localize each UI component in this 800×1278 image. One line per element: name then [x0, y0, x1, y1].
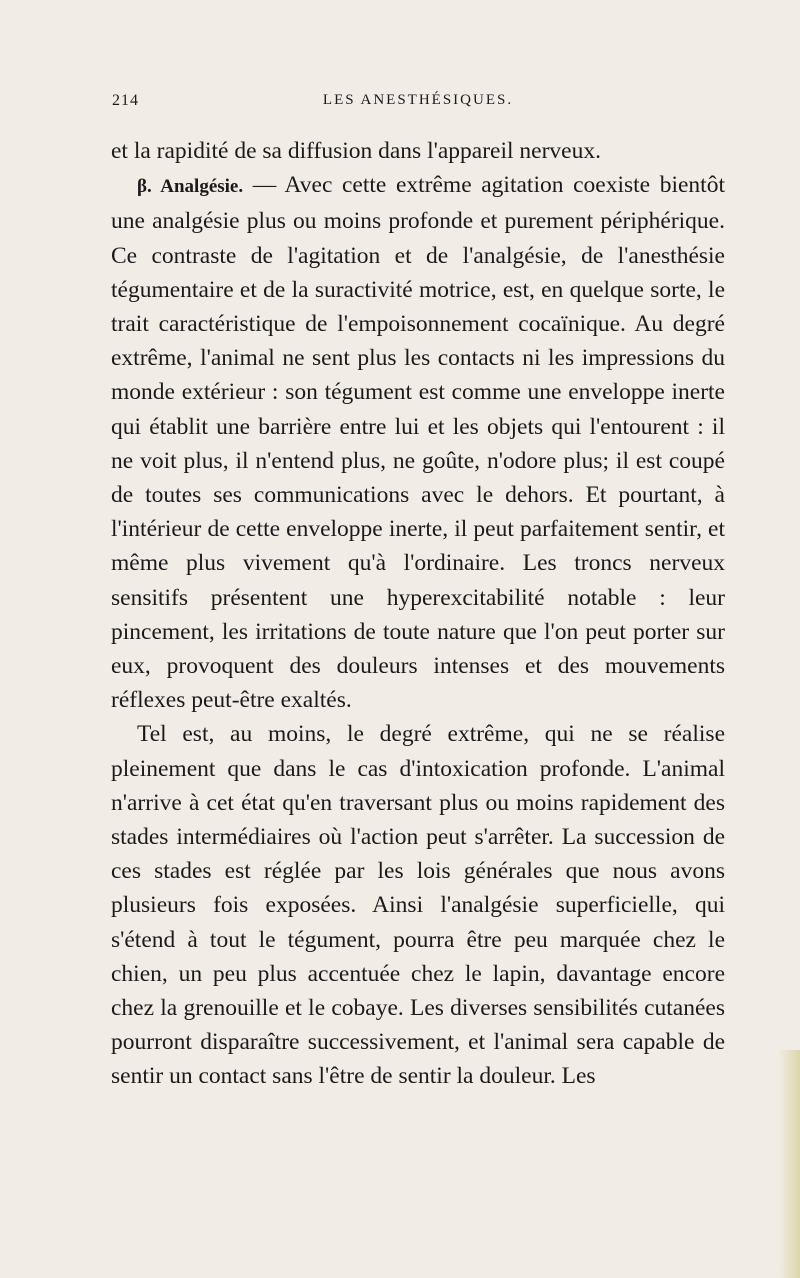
section-marker: β. Analgésie. — [137, 176, 244, 198]
paragraph-continuation: et la rapidité de sa diffusion dans l'appareil nerveux. — [111, 138, 601, 164]
section-dash: — — [243, 172, 285, 199]
running-title: LES ANESTHÉSIQUES. — [322, 92, 514, 108]
paragraph-analgesie — [111, 168, 725, 717]
page-number: 214 — [112, 92, 139, 109]
paragraph-analgesie-text: Avec cette extrême agitation coexiste bientôt une analgésie plus ou moins profonde et purement périphérique. Ce contraste de l'agitation et de l'analgésie, de l'anesthésie tégumentaire et de la suractivité motrice, est, en quelque sorte, le trait caractéristique de l'empoisonnement cocaïnique. Au degré extrême, l'animal ne sent plus les contacts ni les impressions du monde extérieur : son tégument est comme une enveloppe inerte qui établit une barrière entre lui et les objets qui l'entourent : il ne voit plus, il n'entend plus, ne goûte, n'odore plus; il est coupé de toutes ses communications avec le dehors. Et pourtant, à l'intérieur de cette enveloppe inerte, il peut parfaitement sentir, et même plus vivement qu'à l'ordinaire. Les troncs nerveux sensitifs présentent une hyperexcitabilité notable : leur pincement, les irritations de toute nature que l'on peut porter sur eux, provoquent des douleurs intenses et des mouvements réflexes peut-être exaltés. — [111, 172, 725, 714]
paragraph-degre-extreme: Tel est, au moins, le degré extrême, qui ne se réalise pleinement que dans le cas d'intoxication profonde. L'animal n'arrive à cet état qu'en traversant plus ou moins rapidement des stades intermédiaires où l'action peut s'arrêter. La succession de ces stades est réglée par les lois générales que nous avons plusieurs fois exposées. Ainsi l'analgésie superficielle, qui s'étend à tout le tégument, pourra être peu marquée chez le chien, un peu plus accentuée chez le lapin, davantage encore chez la grenouille et le cobaye. Les diverses sensibilités cutanées pourront disparaître successivement, et l'animal sera capable de sentir un contact sans l'être de sentir la douleur. Les — [111, 721, 725, 1090]
page-edge-shadow — [778, 1050, 800, 1278]
running-head — [112, 92, 724, 116]
body-text — [111, 134, 725, 1094]
